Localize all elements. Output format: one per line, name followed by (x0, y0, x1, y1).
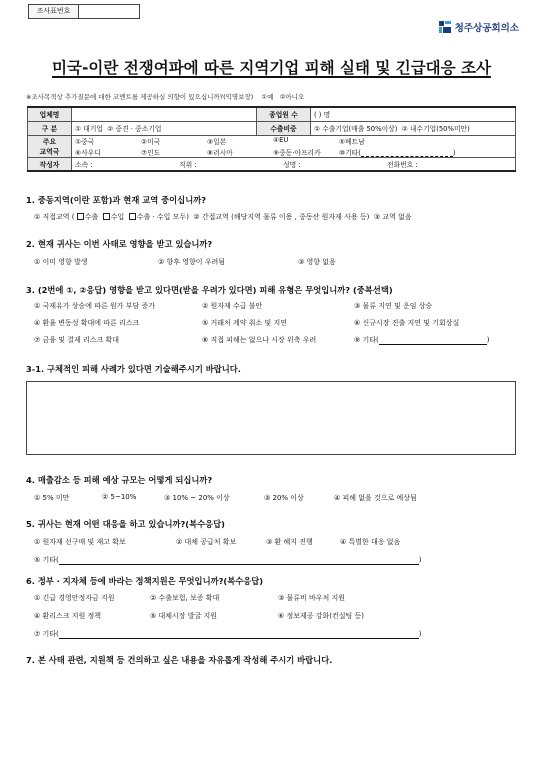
company-type-options[interactable]: ① 대기업 ② 중견 · 중소기업 (72, 121, 257, 135)
checkbox-import[interactable] (103, 213, 110, 220)
consent-yes-option[interactable]: ①예 (261, 93, 274, 101)
consent-no-option[interactable]: ②아니오 (279, 93, 305, 101)
consent-question: ※조사목적상 추가질문에 대한 코멘트를 제공하실 의향이 있으십니까?(익명보장) ①예 ②아니오 (26, 93, 305, 101)
page-title: 미국-이란 전쟁여파에 따른 지역기업 피해 실태 및 긴급대응 조사 (52, 59, 491, 77)
org-name: 청주상공회의소 (454, 23, 519, 34)
question-1: 1. 중동지역(이란 포함)과 현재 교역 중이십니까? (26, 195, 207, 205)
company-name-label: 업체명 (28, 107, 72, 121)
company-name-field[interactable] (72, 107, 257, 121)
question-7: 7. 본 사태 관련, 지원책 등 건의하고 싶은 내용을 자유롭게 작성해 주시기 바랍니다. (26, 655, 333, 665)
checkbox-export[interactable] (77, 213, 84, 220)
trade-country-options[interactable]: ①중국 ②미국 ③일본 ④EU ⑤베트남 ⑥사우디 ⑦인도 ⑧러시아 ⑨중동·아프리카 ⑩기타( ) (72, 135, 516, 157)
survey-number-field[interactable] (79, 5, 139, 18)
trade-country-label: 주요 교역국 (28, 135, 72, 157)
survey-number-box (28, 4, 140, 19)
company-type-label: 구 분 (28, 121, 72, 135)
chamber-logo (438, 20, 519, 34)
question-5: 5. 귀사는 현재 어떤 대응을 하고 있습니까?(복수응답) (26, 519, 225, 529)
question-3: 3. (2번에 ①, ②응답) 영향을 받고 있다면(받을 우려가 있다면) 피해 유형은 무엇입니까? (중복선택) (26, 285, 393, 295)
writer-fields[interactable]: 소속 : 직위 : 성명 : 전화번호 : (72, 157, 516, 171)
question-1-options[interactable]: ① 직접교역 ( 수출 수입 수출 · 수입 모두) ② 간접교역 (해당지역 물류 이용 , 중동산 원자재 사용 등) ③ 교역 없음 (34, 213, 412, 221)
question-2: 2. 현재 귀사는 이번 사태로 영향을 받고 있습니까? (26, 239, 213, 249)
chamber-emblem-icon (438, 20, 452, 34)
checkbox-both[interactable] (129, 213, 136, 220)
employees-label: 종업원 수 (257, 107, 311, 121)
question-5-options[interactable]: ① 원자재 선구매 및 재고 확보 ② 대체 공급처 확보 ③ 환 헤지 진행 ④ 특별한 대응 없음 ⑤ 기타( ) (34, 538, 422, 564)
company-info-table (27, 106, 516, 172)
question-4: 4. 매출감소 등 피해 예상 규모는 어떻게 되십니까? (26, 475, 213, 485)
suggestion-textarea[interactable] (26, 672, 516, 764)
employees-field[interactable]: ( ) 명 (311, 107, 516, 121)
writer-label: 작성자 (28, 157, 72, 171)
question-6-options[interactable]: ① 긴급 경영안정자금 지원 ② 수출보험, 보증 확대 ③ 물류비 바우처 지원 ④ 환리스크 지원 정책 ⑤ 대체시장 발굴 지원 ⑥ 정보제공 강화(컨설팅 등) ⑦ 기타( ) (34, 594, 422, 638)
export-ratio-options[interactable]: ① 수출기업(매출 50%이상) ② 내수기업(50%미만) (311, 121, 516, 135)
survey-number-label: 조사표번호 (29, 5, 79, 18)
question-3-options[interactable]: ① 국제유가 상승에 따른 원가 부담 증가 ② 원자재 수급 불안 ③ 물류 지연 및 운임 상승 ④ 환율 변동성 확대에 따른 리스크 ⑤ 거래처 계약 취소 및 지연 ⑥ 신규시장 진출 지연 및 기회상실 ⑦ 금융 및 결제 리스크 확대 ⑧ 직접 피해는 없으나 시장 위축 우려 ⑨ 기타( ) (34, 302, 490, 344)
question-3-1: 3-1. 구체적인 피해 사례가 있다면 기술해주시기 바랍니다. (26, 364, 241, 374)
export-ratio-label: 수출비중 (257, 121, 311, 135)
damage-case-textarea[interactable] (26, 381, 516, 455)
question-6: 6. 정부 · 지자체 등에 바라는 정책지원은 무엇입니까?(복수응답) (26, 576, 264, 586)
